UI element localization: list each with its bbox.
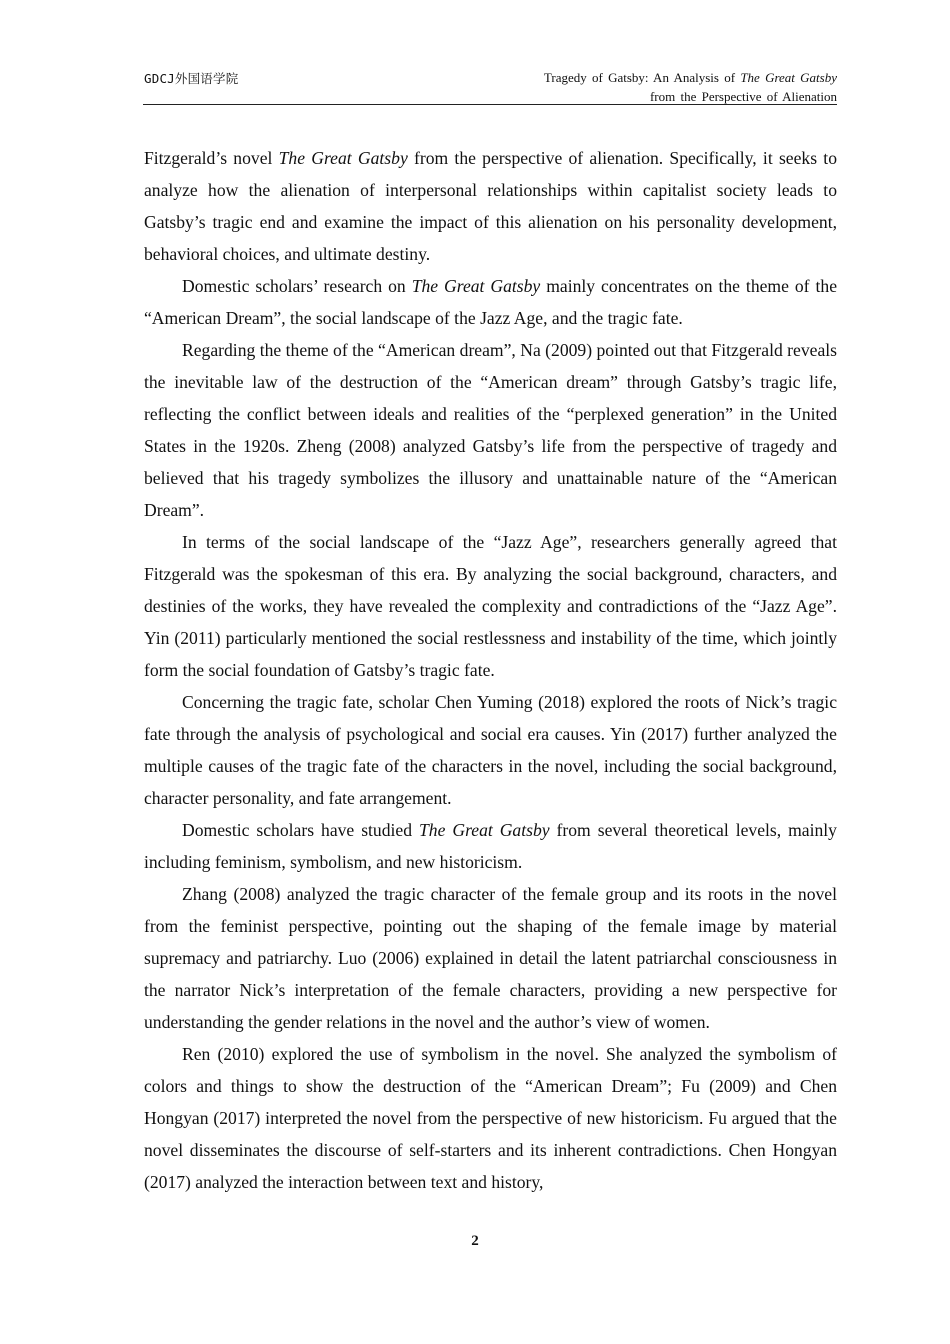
paragraph-text: from the perspective of alienation. Specifically, it seeks to analyze how the alienation of interpersonal relationships within capitalist society leads to Gatsby’s tragic end and examine the impact of this alienation on his personality development, behavioral choices, and ultimate destiny. [144, 148, 837, 264]
header-running-title [544, 68, 837, 106]
paragraph [144, 878, 837, 1038]
paragraph-text: mainly concentrates on the theme of the “American Dream”, the social landscape of the Jazz Age, and the tragic fate. [144, 276, 837, 328]
book-title: The Great Gatsby [278, 148, 408, 168]
paragraph [144, 334, 837, 526]
paragraph [144, 270, 837, 334]
paragraph [144, 1038, 837, 1198]
header-divider [143, 104, 837, 105]
page-number: 2 [471, 1233, 479, 1249]
header-book-title: The Great Gatsby [740, 70, 837, 85]
book-title: The Great Gatsby [411, 276, 541, 296]
book-title: The Great Gatsby [419, 820, 550, 840]
paragraph-text: Domestic scholars have studied [182, 820, 419, 840]
paragraph [144, 686, 837, 814]
paragraph-text: Concerning the tragic fate, scholar Chen Yuming (2018) explored the roots of Nick’s tragic fate through the analysis of psychological and social era causes. Yin (2017) further analyzed the multiple causes of the tragic fate of the characters in the novel, including the social background, character personality, and fate arrangement. [144, 692, 837, 808]
paragraph [144, 142, 837, 270]
header-title-line-1 [544, 68, 837, 87]
body-text [144, 142, 837, 1198]
paragraph-text: Domestic scholars’ research on [182, 276, 412, 296]
header-title-line-2: from the Perspective of Alienation [649, 89, 837, 104]
paragraph-text: In terms of the social landscape of the “Jazz Age”, researchers generally agreed that Fitzgerald was the spokesman of this era. By analyzing the social background, characters, and destinies of the works, they have revealed the complexity and contradictions of the “Jazz Age”. Yin (2011) particularly mentioned the social restlessness and instability of the time, which jointly form the social foundation of Gatsby’s tragic fate. [144, 532, 837, 680]
paragraph-text: Fitzgerald’s novel [144, 148, 279, 168]
paragraph-text: Ren (2010) explored the use of symbolism in the novel. She analyzed the symbolism of colors and things to show the destruction of the “American Dream”; Fu (2009) and Chen Hongyan (2017) interpreted the novel from the perspective of new historicism. Fu argued that the novel disseminates the discourse of self-starters and its inherent contradictions. Chen Hongyan (2017) analyzed the interaction between text and history, [144, 1044, 837, 1192]
paragraph-text: Zhang (2008) analyzed the tragic character of the female group and its roots in the novel from the feminist perspective, pointing out the shaping of the female image by material supremacy and patriarchy. Luo (2006) explained in detail the latent patriarchal consciousness in the narrator Nick’s interpretation of the female characters, providing a new perspective for understanding the gender relations in the novel and the author’s view of women. [144, 884, 837, 1032]
header-institution: GDCJ外国语学院 [144, 71, 239, 86]
paragraph-text: from several theoretical levels, mainly including feminism, symbolism, and new historicism. [144, 820, 837, 872]
paragraph [144, 814, 837, 878]
paragraph [144, 526, 837, 686]
header-title-prefix: Tragedy of Gatsby: An Analysis of [543, 70, 741, 85]
paragraph-text: Regarding the theme of the “American dream”, Na (2009) pointed out that Fitzgerald reveals the inevitable law of the destruction of the “American dream” through Gatsby’s tragic life, reflecting the conflict between ideals and realities of the “perplexed generation” in the United States in the 1920s. Zheng (2008) analyzed Gatsby’s life from the perspective of tragedy and believed that his tragedy symbolizes the illusory and unattainable nature of the “American Dream”. [144, 340, 837, 520]
